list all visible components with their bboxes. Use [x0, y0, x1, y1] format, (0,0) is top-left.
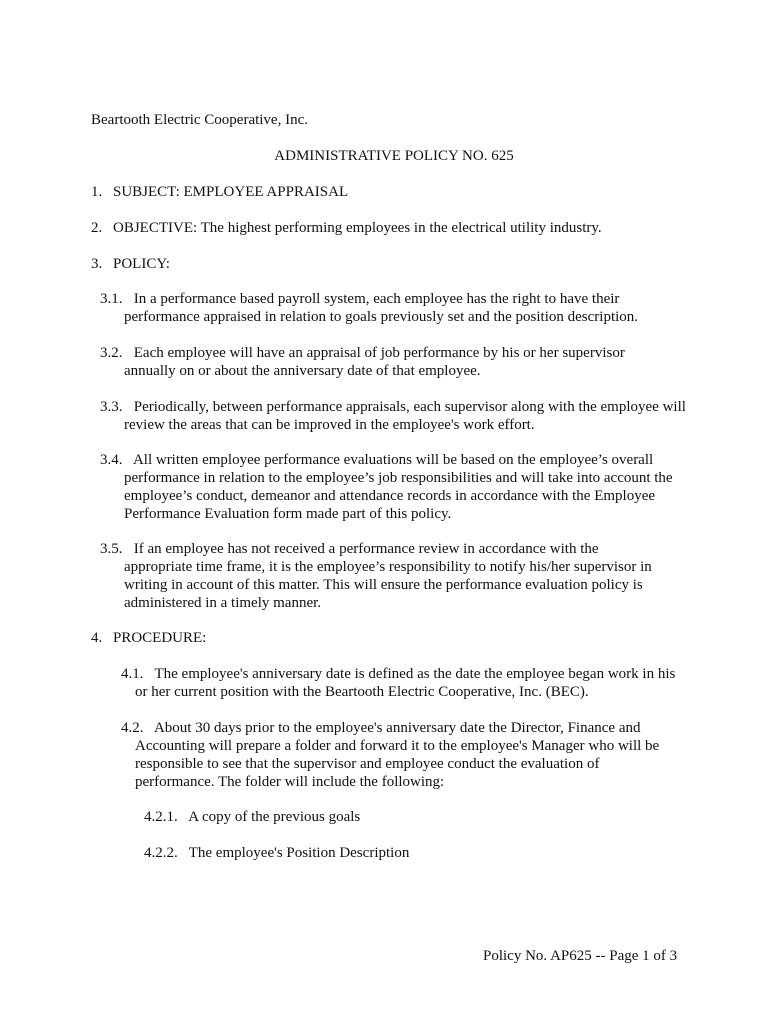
procedure-subitem-4-2-1 — [144, 808, 360, 826]
item-text: About 30 days prior to the employee's anniversary date the Director, Finance and Accounting will prepare a folder and forward it to the employee's Manager who will be responsible to see that the supervisor and employee conduct the evaluation of performance. The folder will include the following: — [135, 720, 660, 790]
item-number: 4.2.1. — [144, 809, 178, 825]
section-text: OBJECTIVE: The highest performing employees in the electrical utility industry. — [113, 220, 602, 236]
procedure-subitem-4-2-2 — [144, 844, 409, 862]
procedure-item-4-1 — [121, 665, 686, 701]
section-policy — [91, 255, 170, 273]
policy-title-text: ADMINISTRATIVE POLICY NO. 625 — [274, 148, 514, 164]
item-text: The employee's Position Description — [188, 845, 410, 861]
policy-item-3-5 — [100, 540, 670, 612]
policy-item-3-3 — [100, 398, 690, 434]
item-number: 3.5. — [100, 541, 123, 557]
section-text: PROCEDURE: — [113, 630, 207, 646]
organization-name: Beartooth Electric Cooperative, Inc. — [91, 112, 308, 128]
section-number: 1. — [91, 184, 103, 200]
item-text: All written employee performance evaluations will be based on the employee’s overall performance in relation to the employee’s job responsibilities and will take into account the employee’s conduct, demeanor and attendance records in accordance with the Employee Performance Evaluation form made part of this policy. — [124, 452, 673, 522]
section-number: 2. — [91, 220, 103, 236]
item-number: 3.4. — [100, 452, 123, 468]
section-number: 4. — [91, 630, 103, 646]
item-number: 4.1. — [121, 666, 144, 682]
item-number: 4.2. — [121, 720, 144, 736]
section-number: 3. — [91, 256, 103, 272]
policy-item-3-4 — [100, 451, 692, 523]
policy-item-3-2 — [100, 344, 648, 380]
section-text: POLICY: — [113, 256, 170, 272]
section-subject — [91, 183, 348, 201]
section-text: SUBJECT: EMPLOYEE APPRAISAL — [113, 184, 349, 200]
item-text: A copy of the previous goals — [188, 809, 361, 825]
item-text: If an employee has not received a performance review in accordance with the appropriate time frame, it is the employee’s responsibility to notify his/her supervisor in writing in account of this matter. This will ensure the performance evaluation policy is administered in a timely manner. — [124, 541, 652, 611]
item-number: 3.3. — [100, 399, 123, 415]
item-number: 3.1. — [100, 291, 123, 307]
procedure-item-4-2 — [121, 719, 666, 791]
item-number: 3.2. — [100, 345, 123, 361]
item-number: 4.2.2. — [144, 845, 178, 861]
section-procedure — [91, 629, 206, 647]
section-objective — [91, 219, 602, 237]
page-footer: Policy No. AP625 -- Page 1 of 3 — [483, 948, 678, 964]
item-text: In a performance based payroll system, each employee has the right to have their performance appraised in relation to goals previously set and the position description. — [124, 291, 639, 325]
policy-item-3-1 — [100, 290, 660, 326]
policy-title — [0, 147, 770, 165]
item-text: Periodically, between performance appraisals, each supervisor along with the employee will review the areas that can be improved in the employee's work effort. — [124, 399, 686, 433]
item-text: The employee's anniversary date is defined as the date the employee began work in his or her current position with the Beartooth Electric Cooperative, Inc. (BEC). — [135, 666, 676, 700]
item-text: Each employee will have an appraisal of job performance by his or her supervisor annually on or about the anniversary date of that employee. — [124, 345, 625, 379]
